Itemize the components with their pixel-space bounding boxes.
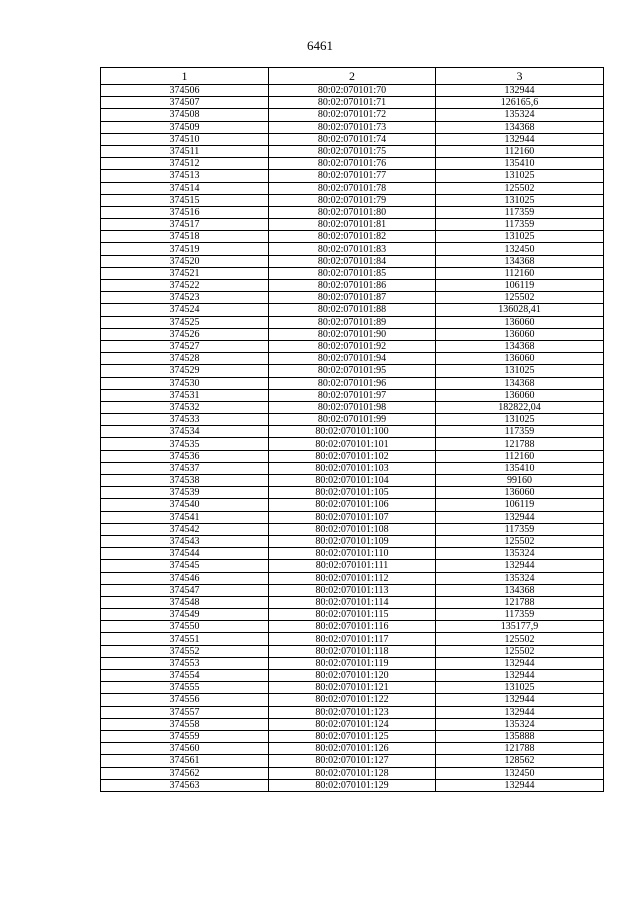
value-cell: 132944 [436,85,604,97]
cadastral-number-cell: 80:02:070101:102 [269,450,436,462]
cadastral-number-cell: 80:02:070101:88 [269,304,436,316]
value-cell: 132944 [436,511,604,523]
value-cell: 135324 [436,718,604,730]
record-number-cell: 374513 [101,170,269,182]
cadastral-number-cell: 80:02:070101:98 [269,401,436,413]
record-number-cell: 374519 [101,243,269,255]
record-number-cell: 374528 [101,353,269,365]
value-cell: 134368 [436,584,604,596]
cadastral-number-cell: 80:02:070101:94 [269,353,436,365]
value-cell: 117359 [436,609,604,621]
value-cell: 135410 [436,462,604,474]
table-row [101,499,604,511]
table-row [101,633,604,645]
value-cell: 131025 [436,231,604,243]
table-row [101,133,604,145]
table-row [101,426,604,438]
value-cell: 132944 [436,560,604,572]
value-cell: 134368 [436,255,604,267]
cadastral-number-cell: 80:02:070101:77 [269,170,436,182]
value-cell: 131025 [436,414,604,426]
value-cell: 112160 [436,450,604,462]
cadastral-number-cell: 80:02:070101:100 [269,426,436,438]
record-number-cell: 374526 [101,328,269,340]
table-row [101,231,604,243]
table-row [101,182,604,194]
record-number-cell: 374534 [101,426,269,438]
cadastral-number-cell: 80:02:070101:109 [269,535,436,547]
value-cell: 131025 [436,682,604,694]
record-number-cell: 374550 [101,621,269,633]
value-cell: 117359 [436,426,604,438]
cadastral-number-cell: 80:02:070101:80 [269,206,436,218]
table-row [101,328,604,340]
cadastral-number-cell: 80:02:070101:83 [269,243,436,255]
record-number-cell: 374532 [101,401,269,413]
table-row [101,365,604,377]
record-number-cell: 374552 [101,645,269,657]
record-number-cell: 374535 [101,438,269,450]
table-row [101,85,604,97]
cadastral-number-cell: 80:02:070101:82 [269,231,436,243]
table-row [101,523,604,535]
value-cell: 182822,04 [436,401,604,413]
table-row [101,475,604,487]
cadastral-number-cell: 80:02:070101:123 [269,706,436,718]
record-number-cell: 374524 [101,304,269,316]
cadastral-number-cell: 80:02:070101:96 [269,377,436,389]
table-row [101,267,604,279]
cadastral-number-cell: 80:02:070101:117 [269,633,436,645]
value-cell: 131025 [436,194,604,206]
cadastral-number-cell: 80:02:070101:90 [269,328,436,340]
table-row [101,280,604,292]
cadastral-number-cell: 80:02:070101:76 [269,158,436,170]
value-cell: 112160 [436,267,604,279]
record-number-cell: 374514 [101,182,269,194]
cadastral-number-cell: 80:02:070101:89 [269,316,436,328]
value-cell: 121788 [436,596,604,608]
cadastral-number-cell: 80:02:070101:129 [269,779,436,791]
cadastral-number-cell: 80:02:070101:103 [269,462,436,474]
record-number-cell: 374554 [101,670,269,682]
value-cell: 132944 [436,133,604,145]
table-row [101,462,604,474]
cadastral-number-cell: 80:02:070101:70 [269,85,436,97]
cadastral-number-cell: 80:02:070101:75 [269,145,436,157]
cadastral-number-cell: 80:02:070101:111 [269,560,436,572]
cadastral-number-cell: 80:02:070101:110 [269,548,436,560]
record-number-cell: 374558 [101,718,269,730]
value-cell: 135324 [436,572,604,584]
table-row [101,219,604,231]
cadastral-number-cell: 80:02:070101:114 [269,596,436,608]
table-row [101,292,604,304]
table-row [101,548,604,560]
record-number-cell: 374508 [101,109,269,121]
record-number-cell: 374530 [101,377,269,389]
table-row [101,243,604,255]
value-cell: 125502 [436,535,604,547]
record-number-cell: 374556 [101,694,269,706]
record-number-cell: 374551 [101,633,269,645]
column-header-3: 3 [436,68,604,85]
cadastral-number-cell: 80:02:070101:105 [269,487,436,499]
cadastral-number-cell: 80:02:070101:74 [269,133,436,145]
cadastral-number-cell: 80:02:070101:101 [269,438,436,450]
table-row [101,401,604,413]
record-number-cell: 374539 [101,487,269,499]
value-cell: 135177,9 [436,621,604,633]
value-cell: 135324 [436,109,604,121]
table-row [101,682,604,694]
record-number-cell: 374541 [101,511,269,523]
record-number-cell: 374538 [101,475,269,487]
value-cell: 134368 [436,121,604,133]
table-row [101,572,604,584]
record-number-cell: 374563 [101,779,269,791]
record-number-cell: 374520 [101,255,269,267]
value-cell: 132944 [436,779,604,791]
record-number-cell: 374542 [101,523,269,535]
table-row [101,340,604,352]
record-number-cell: 374523 [101,292,269,304]
cadastral-number-cell: 80:02:070101:119 [269,657,436,669]
value-cell: 117359 [436,206,604,218]
record-number-cell: 374521 [101,267,269,279]
value-cell: 136028,41 [436,304,604,316]
cadastral-number-cell: 80:02:070101:124 [269,718,436,730]
value-cell: 121788 [436,438,604,450]
value-cell: 128562 [436,755,604,767]
table-header [101,68,604,85]
table-row [101,109,604,121]
table-row [101,779,604,791]
record-number-cell: 374529 [101,365,269,377]
table-row [101,414,604,426]
table-row [101,718,604,730]
cadastral-number-cell: 80:02:070101:86 [269,280,436,292]
cadastral-number-cell: 80:02:070101:81 [269,219,436,231]
value-cell: 131025 [436,365,604,377]
value-cell: 134368 [436,377,604,389]
record-number-cell: 374509 [101,121,269,133]
table-row [101,706,604,718]
table-body [101,85,604,792]
record-number-cell: 374511 [101,145,269,157]
table-row [101,97,604,109]
cadastral-number-cell: 80:02:070101:121 [269,682,436,694]
cadastral-number-cell: 80:02:070101:115 [269,609,436,621]
table-row [101,121,604,133]
value-cell: 132944 [436,694,604,706]
cadastral-number-cell: 80:02:070101:104 [269,475,436,487]
value-cell: 117359 [436,219,604,231]
table-row [101,755,604,767]
table-row [101,145,604,157]
record-number-cell: 374536 [101,450,269,462]
cadastral-number-cell: 80:02:070101:108 [269,523,436,535]
cadastral-number-cell: 80:02:070101:87 [269,292,436,304]
cadastral-number-cell: 80:02:070101:127 [269,755,436,767]
value-cell: 117359 [436,523,604,535]
cadastral-number-cell: 80:02:070101:120 [269,670,436,682]
record-number-cell: 374522 [101,280,269,292]
record-number-cell: 374553 [101,657,269,669]
table-row [101,657,604,669]
value-cell: 125502 [436,292,604,304]
table-row [101,645,604,657]
record-number-cell: 374510 [101,133,269,145]
table-row [101,450,604,462]
record-number-cell: 374515 [101,194,269,206]
registry-table [100,67,604,792]
cadastral-number-cell: 80:02:070101:116 [269,621,436,633]
value-cell: 125502 [436,645,604,657]
record-number-cell: 374527 [101,340,269,352]
table-row [101,206,604,218]
value-cell: 134368 [436,340,604,352]
cadastral-number-cell: 80:02:070101:78 [269,182,436,194]
value-cell: 99160 [436,475,604,487]
table-row [101,487,604,499]
value-cell: 126165,6 [436,97,604,109]
table-row [101,584,604,596]
table-row [101,560,604,572]
table-row [101,767,604,779]
page-number: 6461 [307,38,333,53]
record-number-cell: 374506 [101,85,269,97]
record-number-cell: 374531 [101,389,269,401]
cadastral-number-cell: 80:02:070101:73 [269,121,436,133]
record-number-cell: 374546 [101,572,269,584]
value-cell: 135324 [436,548,604,560]
record-number-cell: 374548 [101,596,269,608]
value-cell: 112160 [436,145,604,157]
value-cell: 131025 [436,170,604,182]
table-row [101,353,604,365]
table-row [101,511,604,523]
cadastral-number-cell: 80:02:070101:92 [269,340,436,352]
table-row [101,316,604,328]
table-row [101,535,604,547]
cadastral-number-cell: 80:02:070101:72 [269,109,436,121]
record-number-cell: 374533 [101,414,269,426]
cadastral-number-cell: 80:02:070101:79 [269,194,436,206]
table-row [101,170,604,182]
record-number-cell: 374555 [101,682,269,694]
table-row [101,438,604,450]
cadastral-number-cell: 80:02:070101:107 [269,511,436,523]
cadastral-number-cell: 80:02:070101:84 [269,255,436,267]
record-number-cell: 374507 [101,97,269,109]
record-number-cell: 374559 [101,730,269,742]
cadastral-number-cell: 80:02:070101:128 [269,767,436,779]
cadastral-number-cell: 80:02:070101:126 [269,743,436,755]
cadastral-number-cell: 80:02:070101:118 [269,645,436,657]
table-row [101,304,604,316]
value-cell: 136060 [436,353,604,365]
value-cell: 125502 [436,633,604,645]
cadastral-number-cell: 80:02:070101:122 [269,694,436,706]
table-row [101,255,604,267]
record-number-cell: 374518 [101,231,269,243]
column-header-1: 1 [101,68,269,85]
table-row [101,621,604,633]
value-cell: 132450 [436,767,604,779]
record-number-cell: 374544 [101,548,269,560]
table-row [101,194,604,206]
cadastral-number-cell: 80:02:070101:113 [269,584,436,596]
cadastral-number-cell: 80:02:070101:106 [269,499,436,511]
record-number-cell: 374540 [101,499,269,511]
value-cell: 132450 [436,243,604,255]
cadastral-number-cell: 80:02:070101:95 [269,365,436,377]
table-row [101,730,604,742]
cadastral-number-cell: 80:02:070101:99 [269,414,436,426]
table-row [101,596,604,608]
value-cell: 132944 [436,706,604,718]
record-number-cell: 374562 [101,767,269,779]
record-number-cell: 374516 [101,206,269,218]
value-cell: 106119 [436,499,604,511]
record-number-cell: 374561 [101,755,269,767]
record-number-cell: 374517 [101,219,269,231]
record-number-cell: 374525 [101,316,269,328]
table-row [101,670,604,682]
record-number-cell: 374560 [101,743,269,755]
record-number-cell: 374545 [101,560,269,572]
cadastral-number-cell: 80:02:070101:97 [269,389,436,401]
value-cell: 121788 [436,743,604,755]
value-cell: 136060 [436,389,604,401]
value-cell: 132944 [436,670,604,682]
record-number-cell: 374543 [101,535,269,547]
record-number-cell: 374512 [101,158,269,170]
value-cell: 136060 [436,487,604,499]
record-number-cell: 374547 [101,584,269,596]
table-row [101,609,604,621]
cadastral-number-cell: 80:02:070101:125 [269,730,436,742]
table-row [101,377,604,389]
value-cell: 135410 [436,158,604,170]
value-cell: 132944 [436,657,604,669]
cadastral-number-cell: 80:02:070101:85 [269,267,436,279]
table-row [101,158,604,170]
value-cell: 136060 [436,316,604,328]
table-row [101,743,604,755]
cadastral-number-cell: 80:02:070101:112 [269,572,436,584]
value-cell: 125502 [436,182,604,194]
value-cell: 135888 [436,730,604,742]
table-row [101,389,604,401]
cadastral-number-cell: 80:02:070101:71 [269,97,436,109]
record-number-cell: 374537 [101,462,269,474]
value-cell: 106119 [436,280,604,292]
value-cell: 136060 [436,328,604,340]
record-number-cell: 374557 [101,706,269,718]
header-row [101,68,604,85]
record-number-cell: 374549 [101,609,269,621]
column-header-2: 2 [269,68,436,85]
table-row [101,694,604,706]
